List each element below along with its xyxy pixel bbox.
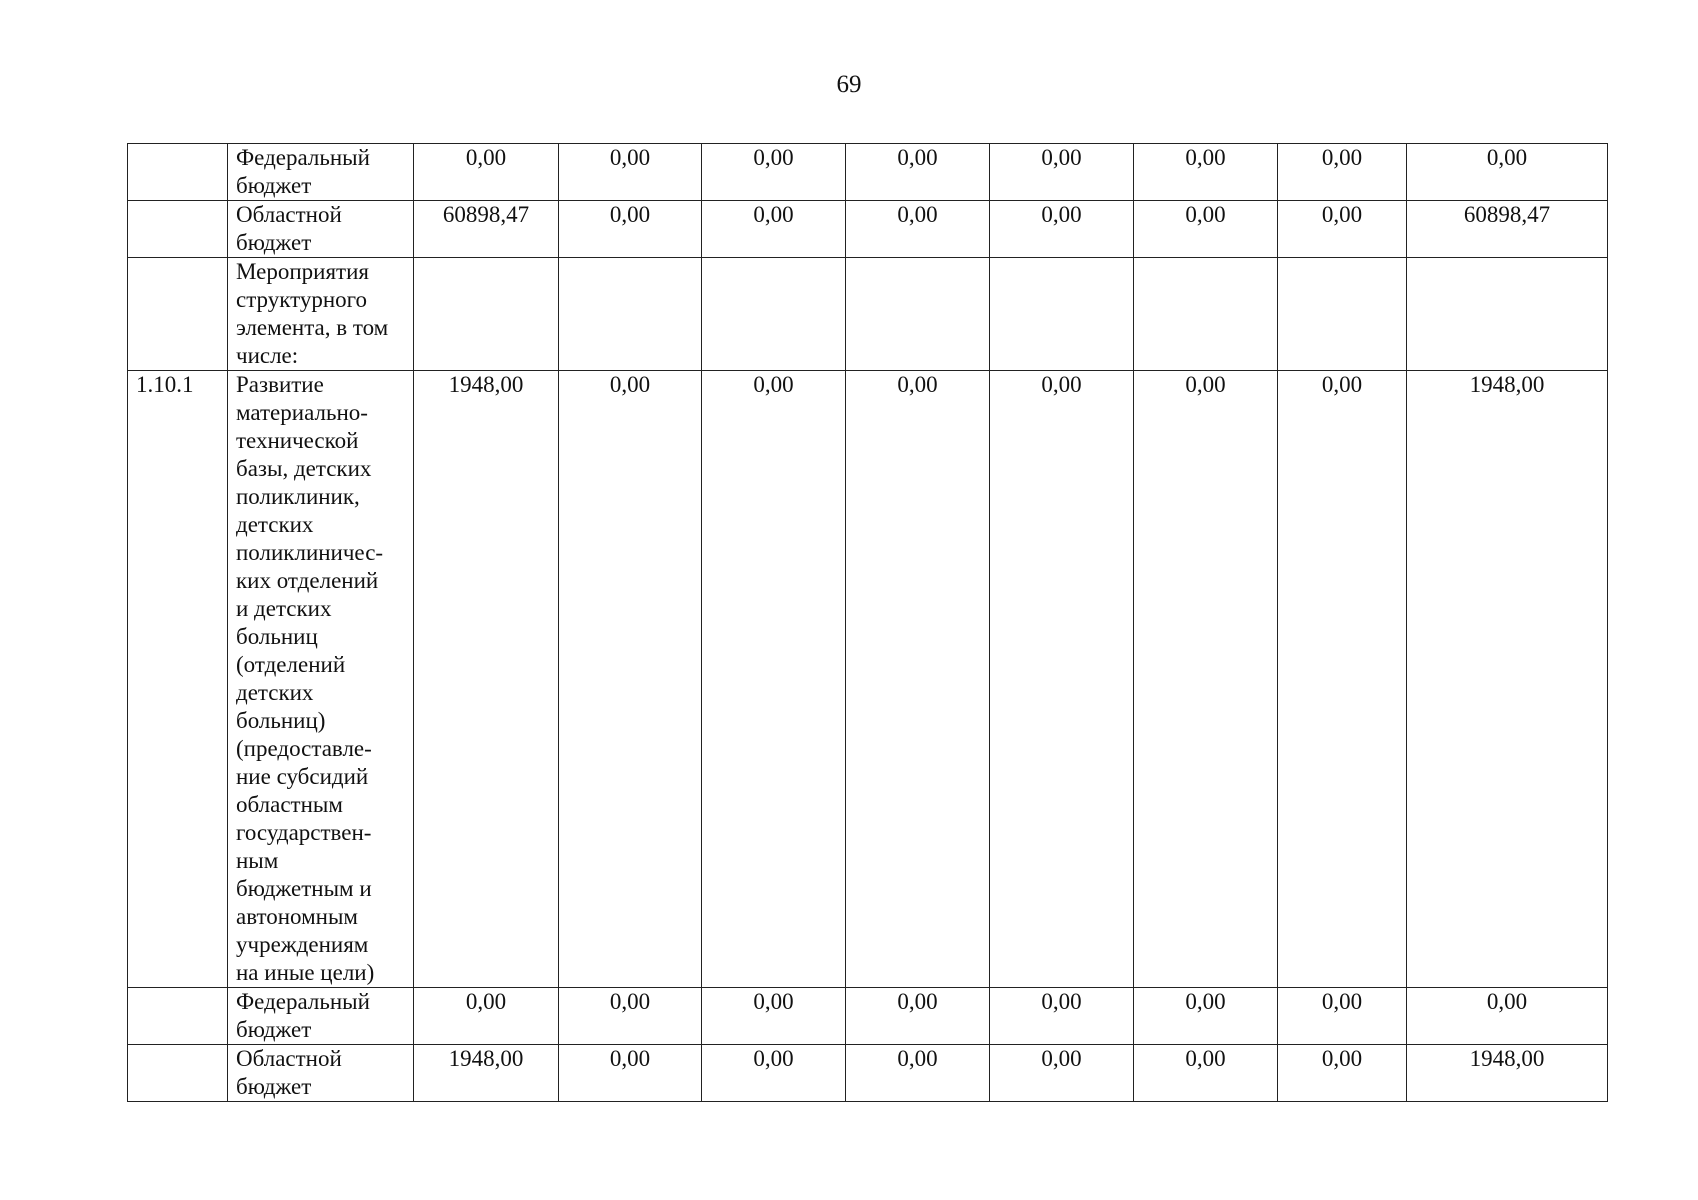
value-cell: 0,00: [1278, 371, 1407, 988]
value-cell: 0,00: [846, 988, 990, 1045]
row-name: Федеральный бюджет: [228, 144, 414, 201]
value-cell: 0,00: [846, 1045, 990, 1102]
value-cell: [846, 258, 990, 371]
value-cell: 0,00: [559, 144, 702, 201]
value-cell: 1948,00: [414, 1045, 559, 1102]
value-cell: 0,00: [414, 988, 559, 1045]
total-cell: 60898,47: [1407, 201, 1608, 258]
value-cell: 0,00: [702, 371, 846, 988]
value-cell: 0,00: [559, 201, 702, 258]
value-cell: 0,00: [559, 371, 702, 988]
value-cell: 0,00: [1278, 988, 1407, 1045]
table-row: [128, 988, 1608, 1045]
value-cell: 0,00: [702, 144, 846, 201]
value-cell: 1948,00: [414, 371, 559, 988]
value-cell: 0,00: [990, 144, 1134, 201]
value-cell: [559, 258, 702, 371]
value-cell: 0,00: [1134, 1045, 1278, 1102]
row-name: Развитие материально- технической базы, детских поликлиник, детских поликлиничес- ких отделений и детских больниц (отделений детских больниц) (предоставле- ние субсидий областным государствен- ным бюджетным и автономным учреждениям на иные цели): [228, 371, 414, 988]
value-cell: 0,00: [990, 988, 1134, 1045]
value-cell: 0,00: [1278, 201, 1407, 258]
value-cell: 0,00: [559, 988, 702, 1045]
table-row: [128, 1045, 1608, 1102]
value-cell: 0,00: [1134, 988, 1278, 1045]
value-cell: 0,00: [1278, 1045, 1407, 1102]
value-cell: 0,00: [414, 144, 559, 201]
row-name: Федеральный бюджет: [228, 988, 414, 1045]
table-row: [128, 144, 1608, 201]
row-code: [128, 988, 228, 1045]
total-cell: 1948,00: [1407, 371, 1608, 988]
value-cell: [702, 258, 846, 371]
value-cell: 0,00: [559, 1045, 702, 1102]
total-cell: 0,00: [1407, 144, 1608, 201]
total-cell: 0,00: [1407, 988, 1608, 1045]
row-code: [128, 144, 228, 201]
value-cell: 0,00: [990, 1045, 1134, 1102]
row-code: 1.10.1: [128, 371, 228, 988]
value-cell: 0,00: [990, 201, 1134, 258]
table-row: [128, 201, 1608, 258]
value-cell: 60898,47: [414, 201, 559, 258]
table-row: [128, 258, 1608, 371]
value-cell: 0,00: [702, 1045, 846, 1102]
row-code: [128, 1045, 228, 1102]
total-cell: 1948,00: [1407, 1045, 1608, 1102]
value-cell: 0,00: [846, 371, 990, 988]
value-cell: 0,00: [846, 144, 990, 201]
value-cell: 0,00: [1134, 144, 1278, 201]
value-cell: 0,00: [990, 371, 1134, 988]
value-cell: [414, 258, 559, 371]
value-cell: 0,00: [1134, 371, 1278, 988]
value-cell: 0,00: [702, 988, 846, 1045]
row-name: Областной бюджет: [228, 201, 414, 258]
value-cell: [1278, 258, 1407, 371]
total-cell: [1407, 258, 1608, 371]
value-cell: 0,00: [1134, 201, 1278, 258]
budget-table: [127, 143, 1608, 1102]
page-number: 69: [836, 71, 862, 98]
row-code: [128, 201, 228, 258]
row-name: Мероприятия структурного элемента, в том числе:: [228, 258, 414, 371]
value-cell: [1134, 258, 1278, 371]
table-row: [128, 371, 1608, 988]
value-cell: 0,00: [1278, 144, 1407, 201]
row-code: [128, 258, 228, 371]
row-name: Областной бюджет: [228, 1045, 414, 1102]
value-cell: 0,00: [702, 201, 846, 258]
value-cell: [990, 258, 1134, 371]
value-cell: 0,00: [846, 201, 990, 258]
